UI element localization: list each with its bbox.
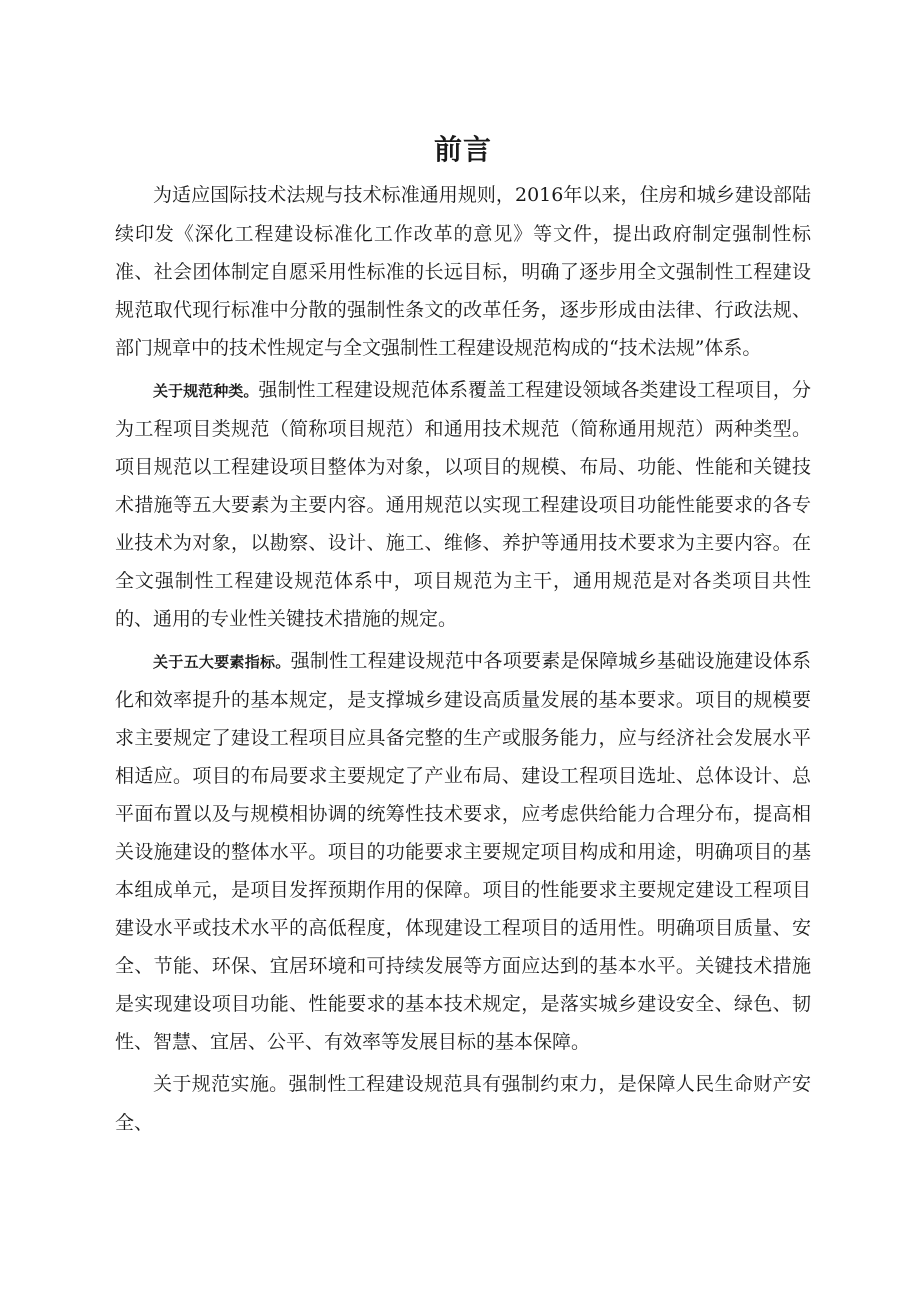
paragraph-text: 强制性工程建设规范体系覆盖工程建设领域各类建设工程项目，分为工程项目类规范（简称项目规范）和通用技术规范（简称通用规范）两种类型。项目规范以工程建设项目整体为对象，以项目的规模、布局、功能、性能和关键技术措施等五大要素为主要内容。通用规范以实现工程建设项目功能性能要求的各专业技术为对象，以勘察、设计、施工、维修、养护等通用技术要求为主要内容。在全文强制性工程建设规范体系中，项目规范为主干，通用规范是对各类项目共性的、通用的专业性关键技术措施的规定。 — [115, 379, 811, 630]
paragraph-implementation — [115, 1065, 811, 1142]
document-page — [115, 130, 811, 1146]
paragraph-text: 关于规范实施。强制性工程建设规范具有强制约束力，是保障人民生命财产安全、 — [115, 1073, 811, 1134]
paragraph-intro — [115, 176, 811, 367]
paragraph-norm-types — [115, 371, 811, 638]
paragraph-text: 为适应国际技术法规与技术标准通用规则，2016年以来，住房和城乡建设部陆续印发《深化工程建设标准化工作改革的意见》等文件，提出政府制定强制性标准、社会团体制定自愿采用性标准的长远目标，明确了逐步用全文强制性工程建设规范取代现行标准中分散的强制性条文的改革任务，逐步形成由法律、行政法规、部门规章中的技术性规定与全文强制性工程建设规范构成的“技术法规”体系。 — [115, 184, 811, 359]
paragraph-lead: 关于规范种类。 — [153, 382, 259, 400]
page-title: 前言 — [433, 133, 492, 166]
paragraph-five-elements — [115, 642, 811, 1061]
paragraph-lead: 关于五大要素指标。 — [153, 653, 291, 671]
paragraph-text: 强制性工程建设规范中各项要素是保障城乡基础设施建设体系化和效率提升的基本规定，是支撑城乡建设高质量发展的基本要求。项目的规模要求主要规定了建设工程项目应具备完整的生产或服务能力，应与经济社会发展水平相适应。项目的布局要求主要规定了产业布局、建设工程项目选址、总体设计、总平面布置以及与规模相协调的统筹性技术要求，应考虑供给能力合理分布，提高相关设施建设的整体水平。项目的功能要求主要规定项目构成和用途，明确项目的基本组成单元，是项目发挥预期作用的保障。项目的性能要求主要规定建设工程项目建设水平或技术水平的高低程度，体现建设工程项目的适用性。明确项目质量、安全、节能、环保、宜居环境和可持续发展等方面应达到的基本水平。关键技术措施是实现建设项目功能、性能要求的基本技术规定，是落实城乡建设安全、绿色、韧性、智慧、宜居、公平、有效率等发展目标的基本保障。 — [115, 650, 811, 1053]
